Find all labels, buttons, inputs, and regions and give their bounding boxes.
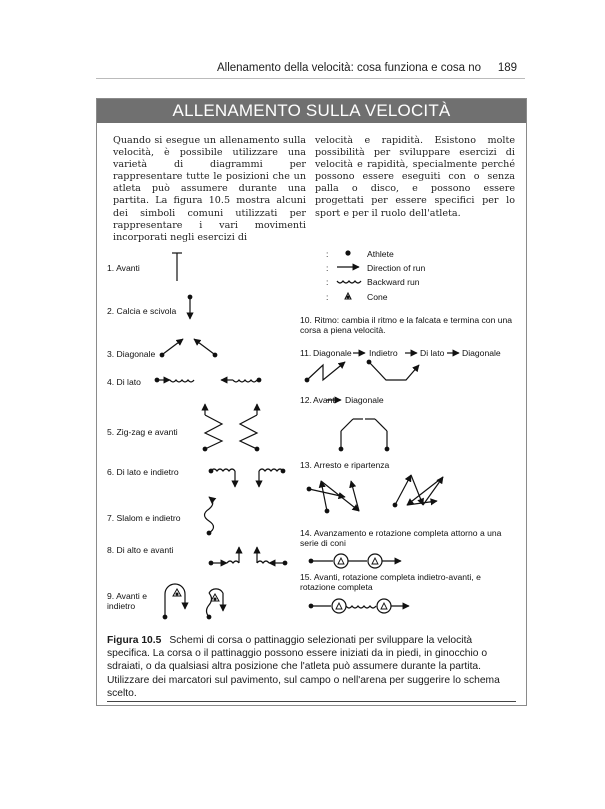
- diagram-di-lato: [155, 378, 261, 382]
- diagram-12: [327, 400, 389, 451]
- diagram-di-alto-avanti: [209, 547, 287, 565]
- box-text-left-column: Quando si esegue un allenamento sulla velocità, è possibile utilizzare una varietà di diagrammi per rappresentare tutte le posizioni che un atleta può assumere durante una partita. La figura 10.5 mostra alcuni dei simboli comuni utilizzati per rappresentare i vari movimenti incorporati negli esercizi di: [113, 135, 306, 243]
- diagram-diagonale: [160, 339, 217, 357]
- legend-colon-4: :: [326, 292, 329, 302]
- diagram-15: [309, 599, 409, 613]
- diagram-calcia-scivola: [188, 295, 192, 319]
- diagram-avanti-indietro: [163, 584, 223, 619]
- label-item-12-n: 12.: [300, 395, 312, 405]
- label-item-6: 6. Di lato e indietro: [107, 467, 179, 477]
- legend-label-direction: Direction of run: [367, 263, 426, 273]
- label-item-12-p2: Diagonale: [345, 395, 384, 405]
- diagram-14: [309, 554, 401, 568]
- diagram-zigzag: [203, 404, 259, 451]
- label-item-15: 15. Avanti, rotazione completa indietro-avanti, e rotazione completa: [300, 572, 481, 592]
- legend-label-cone: Cone: [367, 292, 388, 302]
- label-item-14: 14. Avanzamento e rotazione completa attorno a una serie di coni: [300, 528, 502, 548]
- caption-text: Schemi di corsa o pattinaggio selezionati per sviluppare la velocità specifica. La corsa o il pattinaggio possono essere iniziati da in piedi, in ginocchio o sdraiati, o da qualsiasi altra posizione che l'atleta può assumere durante la partita. Utilizzare dei marcatori sul pavimento, sul campo o nell'arena per suggerire lo schema scelto.: [107, 635, 500, 699]
- label-item-8: 8. Di alto e avanti: [107, 545, 174, 555]
- label-item-11-p4: Diagonale: [462, 348, 501, 358]
- label-item-5: 5. Zig-zag e avanti: [107, 427, 178, 437]
- label-item-11-p1: Diagonale: [313, 348, 352, 358]
- label-item-4: 4. Di lato: [107, 377, 141, 387]
- caption-rule: [107, 701, 516, 702]
- running-head-title: Allenamento della velocità: cosa funziona e cosa no: [216, 62, 481, 74]
- label-item-9: 9. Avanti e indietro: [107, 591, 147, 611]
- legend-colon-3: :: [326, 277, 329, 287]
- header-rule: [96, 78, 525, 79]
- diagram-avanti: [172, 253, 182, 281]
- diagram-slalom: [205, 497, 214, 535]
- legend-label-backward: Backward run: [367, 277, 420, 287]
- label-item-10: 10. Ritmo: cambia il ritmo e la falcata e termina con una corsa a piena velocità.: [300, 315, 513, 335]
- label-item-13: 13. Arresto e ripartenza: [300, 460, 390, 470]
- legend-colon-1: :: [326, 249, 329, 259]
- legend-label-athlete: Athlete: [367, 249, 394, 259]
- figure-10-5: [97, 249, 528, 629]
- diagram-di-lato-indietro: [209, 469, 285, 487]
- box-text-right-column: velocità e rapidità. Esistono molte possibilità per sviluppare esercizi di velocità e rapidità, specialmente perché possono essere eseguiti con o senza palla o disco, e possono essere progettati per essere specifici per lo sport e per il ruolo dell'atleta.: [315, 135, 515, 219]
- label-item-11-p2: Indietro: [369, 348, 398, 358]
- caption-label: Figura 10.5: [107, 635, 162, 646]
- page-number: 189: [497, 62, 517, 74]
- box-title: ALLENAMENTO SULLA VELOCITÀ: [97, 99, 526, 123]
- label-item-7: 7. Slalom e indietro: [107, 513, 181, 523]
- label-item-2: 2. Calcia e scivola: [107, 306, 177, 316]
- legend-colon-2: :: [326, 263, 329, 273]
- label-item-1: 1. Avanti: [107, 263, 140, 273]
- figure-caption: [107, 634, 517, 700]
- label-item-11-n: 11.: [300, 348, 312, 358]
- legend-symbols: [337, 251, 361, 299]
- diagram-13: [307, 475, 443, 513]
- label-item-11-p3: Di lato: [420, 348, 445, 358]
- running-head: [96, 62, 517, 78]
- sidebar-box: [96, 98, 527, 706]
- diagram-11: [305, 360, 419, 382]
- label-item-12-p1: Avanti: [313, 395, 337, 405]
- label-item-3: 3. Diagonale: [107, 349, 156, 359]
